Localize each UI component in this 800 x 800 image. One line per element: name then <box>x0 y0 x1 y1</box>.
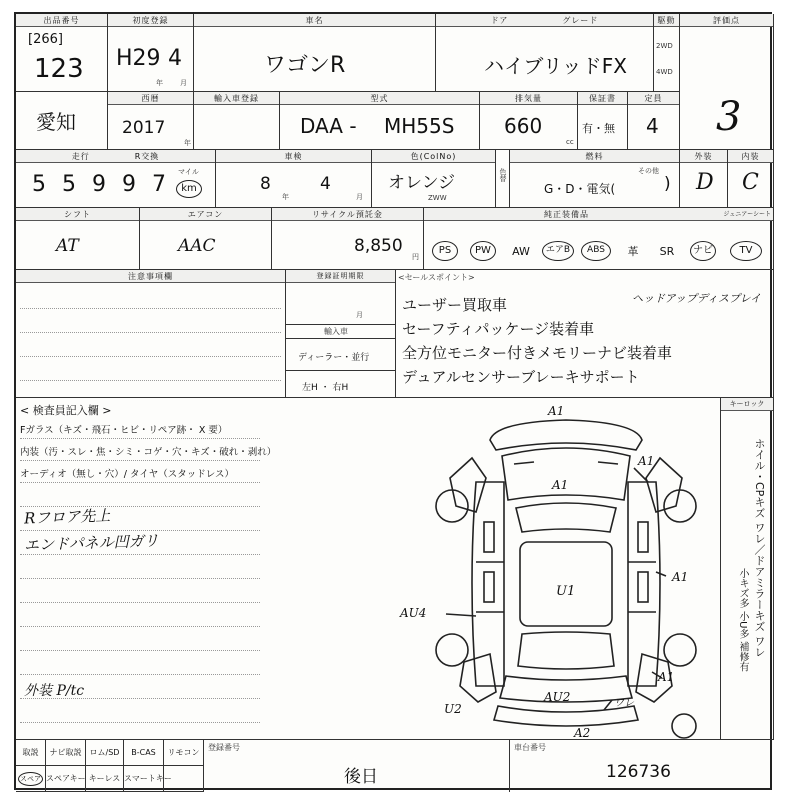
equip-tv-label: TV <box>730 241 762 261</box>
ac: AAC <box>178 236 216 256</box>
shift: AT <box>56 236 79 256</box>
year-suffix: 年 <box>156 79 163 87</box>
color-swap-cell <box>496 150 510 208</box>
mileage-unit-top: マイル <box>178 168 199 176</box>
inspection-year-unit: 年 <box>282 193 289 201</box>
lot-label: 出品番号 <box>16 14 107 27</box>
first-reg-era: H29 <box>116 46 161 71</box>
fuel-label: 燃料 <box>510 150 679 163</box>
doc-rom-sd: ロム/SD <box>86 740 124 766</box>
mileage-digit-0: 5 <box>32 172 46 197</box>
displacement-label: 排気量 <box>480 92 577 105</box>
equip-pw-label: PW <box>470 241 496 261</box>
interior-label: 内装 <box>728 150 773 163</box>
exterior-label: 外装 <box>680 150 727 163</box>
grade: ハイブリッドFX <box>484 54 628 78</box>
insp-line-m <box>20 722 260 723</box>
equip-leather <box>618 234 648 268</box>
equipment-label <box>424 208 773 221</box>
equip-tv <box>726 234 766 268</box>
equipment-label-text: 純正装備品 <box>544 210 589 219</box>
sales-point-4: デュアルセンサーブレーキサポート <box>402 368 640 386</box>
cc-unit: cc <box>566 138 574 146</box>
mark-rear-right: A1 <box>658 670 675 684</box>
caution-line-2 <box>20 332 281 333</box>
rear-bumper <box>494 706 638 726</box>
mileage-digit-3: 9 <box>122 172 136 197</box>
caution-label: 注意事項欄 <box>16 270 285 283</box>
first-reg-cell <box>108 14 194 92</box>
spare-circle: スペア <box>18 772 43 786</box>
prefecture: 愛知 <box>36 110 76 134</box>
chassis-value: 126736 <box>606 762 671 782</box>
interior-cell <box>728 150 774 208</box>
insp-line-a <box>20 438 260 439</box>
lot-prefix: [266] <box>28 32 63 47</box>
dealer-divider <box>286 370 395 371</box>
mark-rear-bumper-left: U2 <box>444 702 462 716</box>
inspection-cell <box>216 150 372 208</box>
fuel-other: その他 <box>638 167 659 175</box>
shift-cell <box>16 208 140 270</box>
record-divider <box>286 324 395 325</box>
chassis-cell <box>510 740 774 792</box>
mileage-label <box>16 150 215 163</box>
right-vertical-text-2: 小キズ多 小U多 補修有 <box>737 568 748 672</box>
inspector-line-2: 内装（汚・スレ・焦・シミ・コゲ・穴・キズ・破れ・剥れ） <box>20 447 277 458</box>
keylock-label: キーロック <box>721 398 773 411</box>
mark-front-right-fender: A1 <box>638 454 655 468</box>
displacement-cell <box>480 92 578 150</box>
mark-left-side: AU4 <box>400 606 427 620</box>
mark-roof: U1 <box>556 584 576 599</box>
sales-label: <セールスポイント> <box>398 273 475 282</box>
sales-point-1: ユーザー買取車 <box>402 296 508 314</box>
insp-line-c <box>20 482 260 483</box>
equip-aw-label: AW <box>512 244 530 258</box>
inspector-line-3: オーディオ（無し・穴）/ タイヤ（スタッドレス） <box>20 469 234 480</box>
doc-manual: 取説 <box>16 740 46 766</box>
doc-spare-circled <box>16 766 46 792</box>
insp-line-h <box>20 602 260 603</box>
dealer-label: ディーラー・並行 <box>298 353 370 363</box>
equip-abs <box>578 234 614 268</box>
handwritten-top: ヘッドアップディスプレイ <box>632 292 762 305</box>
auction-sheet <box>14 12 772 790</box>
model-label: 型式 <box>280 92 479 105</box>
mileage-digit-1: 5 <box>62 172 76 197</box>
lot-cell <box>16 14 108 92</box>
mark-hood: A1 <box>552 478 569 492</box>
caution-line-4 <box>20 380 281 381</box>
keylock-cell <box>720 398 774 740</box>
yen: 円 <box>412 253 419 261</box>
month-suffix: 月 <box>180 79 187 87</box>
caution-cell <box>16 270 286 398</box>
doc-bcas: B-CAS <box>124 740 164 766</box>
insp-line-b <box>20 460 260 461</box>
plate-value: 後日 <box>344 767 378 787</box>
drive-cell <box>654 14 680 92</box>
equip-airbag-label: エアB <box>542 241 574 261</box>
plate-cell <box>204 740 510 792</box>
car-name-label: 車名 <box>194 14 435 27</box>
first-reg-month: 4 <box>168 46 182 71</box>
western-year: 2017 <box>122 118 166 138</box>
model-prefix: DAA - <box>300 114 357 138</box>
mileage-label-text: 走行 <box>71 152 90 161</box>
handwritten-note-2: エンドパネル凹ガリ <box>23 531 159 555</box>
windshield <box>516 503 616 532</box>
doc-smart-key: スマートキー <box>124 766 164 792</box>
handwritten-note-3: 外装 P/tc <box>24 683 85 699</box>
score: 3 <box>716 94 742 140</box>
lot-number: 123 <box>34 54 84 84</box>
chassis-label: 車台番号 <box>514 743 546 752</box>
inspection-month: 4 <box>320 174 331 194</box>
rear-left-fender <box>460 654 496 702</box>
score-label: 評価点 <box>680 14 773 27</box>
insp-line-j <box>20 650 260 651</box>
mileage-digit-4: 7 <box>152 172 166 197</box>
doc-empty <box>164 766 204 792</box>
inspector-line-1: Fガラス（キズ・飛石・ヒビ・リペア跡・ X 要） <box>20 425 228 436</box>
capacity: 4 <box>646 114 659 138</box>
record-label: 登録証明期限 <box>286 270 395 283</box>
equip-pw <box>466 234 500 268</box>
import-label: 輸入車 <box>324 327 348 336</box>
drive-4wd: 4WD <box>656 68 673 76</box>
wheel-front-left <box>436 490 468 522</box>
first-reg-label: 初度登録 <box>108 14 193 27</box>
sales-point-2: セーフティパッケージ装着車 <box>402 320 595 338</box>
displacement: 660 <box>504 114 543 138</box>
doc-navi-manual: ナビ取説 <box>46 740 86 766</box>
ac-cell <box>140 208 272 270</box>
grade-cell <box>436 14 654 92</box>
wheel-front-right <box>664 490 696 522</box>
model-code: MH55S <box>384 114 455 138</box>
spare-wheel <box>672 714 696 738</box>
drive-2wd: 2WD <box>656 42 673 50</box>
color: オレンジ <box>388 173 456 193</box>
hood <box>502 448 630 500</box>
equip-ps <box>428 234 462 268</box>
mileage-digit-2: 9 <box>92 172 106 197</box>
doc-spare-key: スペアキー <box>46 766 86 792</box>
mark-right-side: A1 <box>672 570 689 584</box>
insp-line-g <box>20 578 260 579</box>
equip-sr <box>652 234 682 268</box>
warranty-label: 保証書 <box>578 92 627 105</box>
record-cell <box>286 270 396 398</box>
car-name-cell <box>194 14 436 92</box>
mark-rear-bumper: AU2 <box>544 690 571 704</box>
insp-line-k <box>20 674 260 675</box>
mark-rear-bumper-right: ワレ <box>614 698 634 709</box>
ac-label: エアコン <box>140 208 271 221</box>
mark-front-bumper: A1 <box>548 404 565 418</box>
color-label: 色(ColNo) <box>372 150 495 163</box>
sales-cell <box>396 270 774 398</box>
equip-sr-label: SR <box>659 244 675 258</box>
year-suffix-2: 年 <box>184 139 191 147</box>
grade-label: グレード <box>562 16 599 25</box>
handwritten-note-1: Rフロア先上 <box>23 506 111 528</box>
fuel-close: ) <box>664 174 671 194</box>
sales-point-3: 全方位モニター付きメモリーナビ装着車 <box>402 344 673 362</box>
mark-rear-bottom: A2 <box>574 726 591 740</box>
door-grade-label <box>436 14 653 27</box>
car-name: ワゴンR <box>264 53 346 78</box>
caution-line-3 <box>20 356 281 357</box>
fuel-options: G・D・電気( <box>544 182 616 196</box>
equip-navi <box>686 234 720 268</box>
prefecture-cell <box>16 92 108 150</box>
steering-label: 左H ・ 右H <box>302 383 349 393</box>
import-divider <box>286 338 395 339</box>
exterior-grade: D <box>696 170 714 195</box>
mileage-cell <box>16 150 216 208</box>
record-month: 月 <box>356 311 363 319</box>
western-year-cell <box>108 92 194 150</box>
capacity-cell <box>628 92 680 150</box>
exterior-cell <box>680 150 728 208</box>
rec-label: R交換 <box>134 152 160 161</box>
equip-airbag <box>540 234 576 268</box>
insp-line-i <box>20 626 260 627</box>
western-year-label: 西暦 <box>108 92 193 105</box>
capacity-label: 定員 <box>628 92 679 105</box>
caution-line-1 <box>20 308 281 309</box>
recycle-label: リサイクル預託金 <box>272 208 423 221</box>
equip-abs-label: ABS <box>581 241 611 261</box>
inspection-label: 車検 <box>216 150 371 163</box>
doc-remote: リモコン <box>164 740 204 766</box>
inspector-title: < 検査員記入欄 > <box>20 404 112 417</box>
drive-label: 駆動 <box>654 14 679 27</box>
doc-keyless: キーレス <box>86 766 124 792</box>
import-label: 輸入車登録 <box>194 92 279 105</box>
score-cell <box>680 14 774 150</box>
inspection-month-unit: 月 <box>356 193 363 201</box>
warranty-value: 有・無 <box>582 122 615 135</box>
fuel-cell <box>510 150 680 208</box>
model-cell <box>280 92 480 150</box>
inspection-year: 8 <box>260 174 271 194</box>
color-swap-label: 色替 <box>499 168 507 182</box>
color-cell <box>372 150 496 208</box>
wheel-rear-left <box>436 634 468 666</box>
equip-ps-label: PS <box>432 241 458 261</box>
interior-grade: C <box>742 170 759 195</box>
junior-seat-label: ジュニアーシート <box>723 211 771 218</box>
rear-window <box>518 632 614 669</box>
equip-navi-label: ナビ <box>690 241 716 261</box>
mileage-unit: km <box>176 180 202 198</box>
door-label: ドア <box>490 16 509 25</box>
equip-aw <box>504 234 538 268</box>
shift-label: シフト <box>16 208 139 221</box>
wheel-rear-right <box>664 634 696 666</box>
recycle-cell <box>272 208 424 270</box>
plate-label: 登録番号 <box>208 743 240 752</box>
color-code: ZWW <box>428 194 447 202</box>
warranty-cell <box>578 92 628 150</box>
front-bumper <box>490 420 642 450</box>
right-vertical-text: ホイル・CPキズ ワレ／ドアミラーキズ ワレ <box>753 438 766 658</box>
recycle-fee: 8,850 <box>354 236 403 256</box>
import-cell <box>194 92 280 150</box>
equip-leather-label: 革 <box>627 245 639 258</box>
